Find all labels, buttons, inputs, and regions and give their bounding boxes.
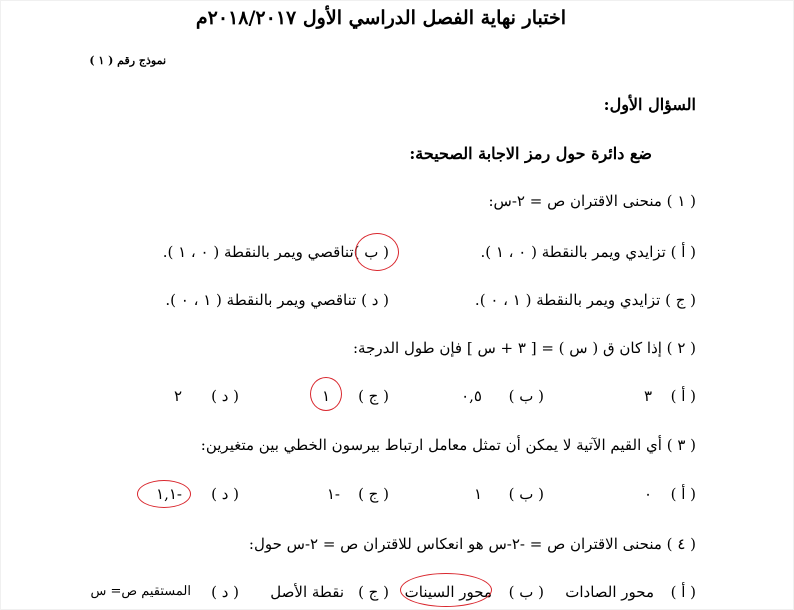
question-4-option-b-label[interactable]: ( ب ) xyxy=(508,583,544,601)
question-2-option-b-value: ٠,٥ xyxy=(461,387,482,405)
question-3-option-c-value: -١ xyxy=(326,485,340,503)
question-3-answer-circle xyxy=(137,480,191,508)
question-4-option-a-label[interactable]: ( أ ) xyxy=(670,583,696,601)
model-number-label: نموذج رقم ( ١ ) xyxy=(89,54,166,67)
question-3-option-d-value: -١,١ xyxy=(156,485,182,503)
exam-title: اختبار نهاية الفصل الدراسي الأول ٢٠١٨/٢٠١٧م xyxy=(195,7,566,29)
question-4-option-b-value: محور السينات xyxy=(404,583,492,601)
question-4-option-a-value: محور الصادات xyxy=(565,583,654,601)
question-2-option-d-value: ٢ xyxy=(173,387,182,405)
question-3-option-b-value: ١ xyxy=(473,485,482,503)
question-1-stem: ( ١ ) منحنى الاقتران ص = ٢-س: xyxy=(488,192,696,210)
question-2-option-c-value: ١ xyxy=(321,387,330,405)
question-4-answer-circle xyxy=(400,573,492,607)
question-4-option-c-label[interactable]: ( ج ) xyxy=(358,583,389,601)
question-1-option-d[interactable]: ( د ) تناقصي ويمر بالنقطة ( ١ ، ٠ ). xyxy=(165,291,389,309)
question-3-option-c-label[interactable]: ( ج ) xyxy=(358,485,389,503)
question-2-answer-circle xyxy=(310,377,342,411)
question-1-option-c[interactable]: ( ج ) تزايدي ويمر بالنقطة ( ١ ، ٠ ). xyxy=(474,291,696,309)
question-4-option-d-label[interactable]: ( د ) xyxy=(211,583,239,601)
question-2-option-d-label[interactable]: ( د ) xyxy=(211,387,239,405)
question-1-option-b[interactable]: ( ب )تناقصي ويمر بالنقطة ( ٠ ، ١ ). xyxy=(162,243,389,261)
question-3-stem: ( ٣ ) أي القيم الآتية لا يمكن أن تمثل معامل ارتباط بيرسون الخطي بين متغيرين: xyxy=(200,436,696,454)
question-4-option-d-value: المستقيم ص= س xyxy=(90,584,191,599)
question-3-option-d-label[interactable]: ( د ) xyxy=(211,485,239,503)
question-2-stem: ( ٢ ) إذا كان ق ( س ) = [ ٣ + س ] فإن طول الدرجة: xyxy=(352,339,696,357)
question-3-option-b-label[interactable]: ( ب ) xyxy=(508,485,544,503)
question-2-option-b-label[interactable]: ( ب ) xyxy=(508,387,544,405)
question-3-option-a-value: ٠ xyxy=(643,485,652,503)
question-2-option-c-label[interactable]: ( ج ) xyxy=(358,387,389,405)
question-1-answer-circle xyxy=(355,233,399,271)
instruction-text: ضع دائرة حول رمز الاجابة الصحيحة: xyxy=(409,144,652,163)
section-heading: السؤال الأول: xyxy=(603,95,696,114)
question-2-option-a-label[interactable]: ( أ ) xyxy=(670,387,696,405)
question-1-option-a[interactable]: ( أ ) تزايدي ويمر بالنقطة ( ٠ ، ١ ). xyxy=(480,243,696,261)
question-2-option-a-value: ٣ xyxy=(643,387,652,405)
question-4-option-c-value: نقطة الأصل xyxy=(270,583,344,601)
question-4-stem: ( ٤ ) منحنى الاقتران ص = -٢-س هو انعكاس للاقتران ص = ٢-س حول: xyxy=(248,535,696,553)
question-3-option-a-label[interactable]: ( أ ) xyxy=(670,485,696,503)
